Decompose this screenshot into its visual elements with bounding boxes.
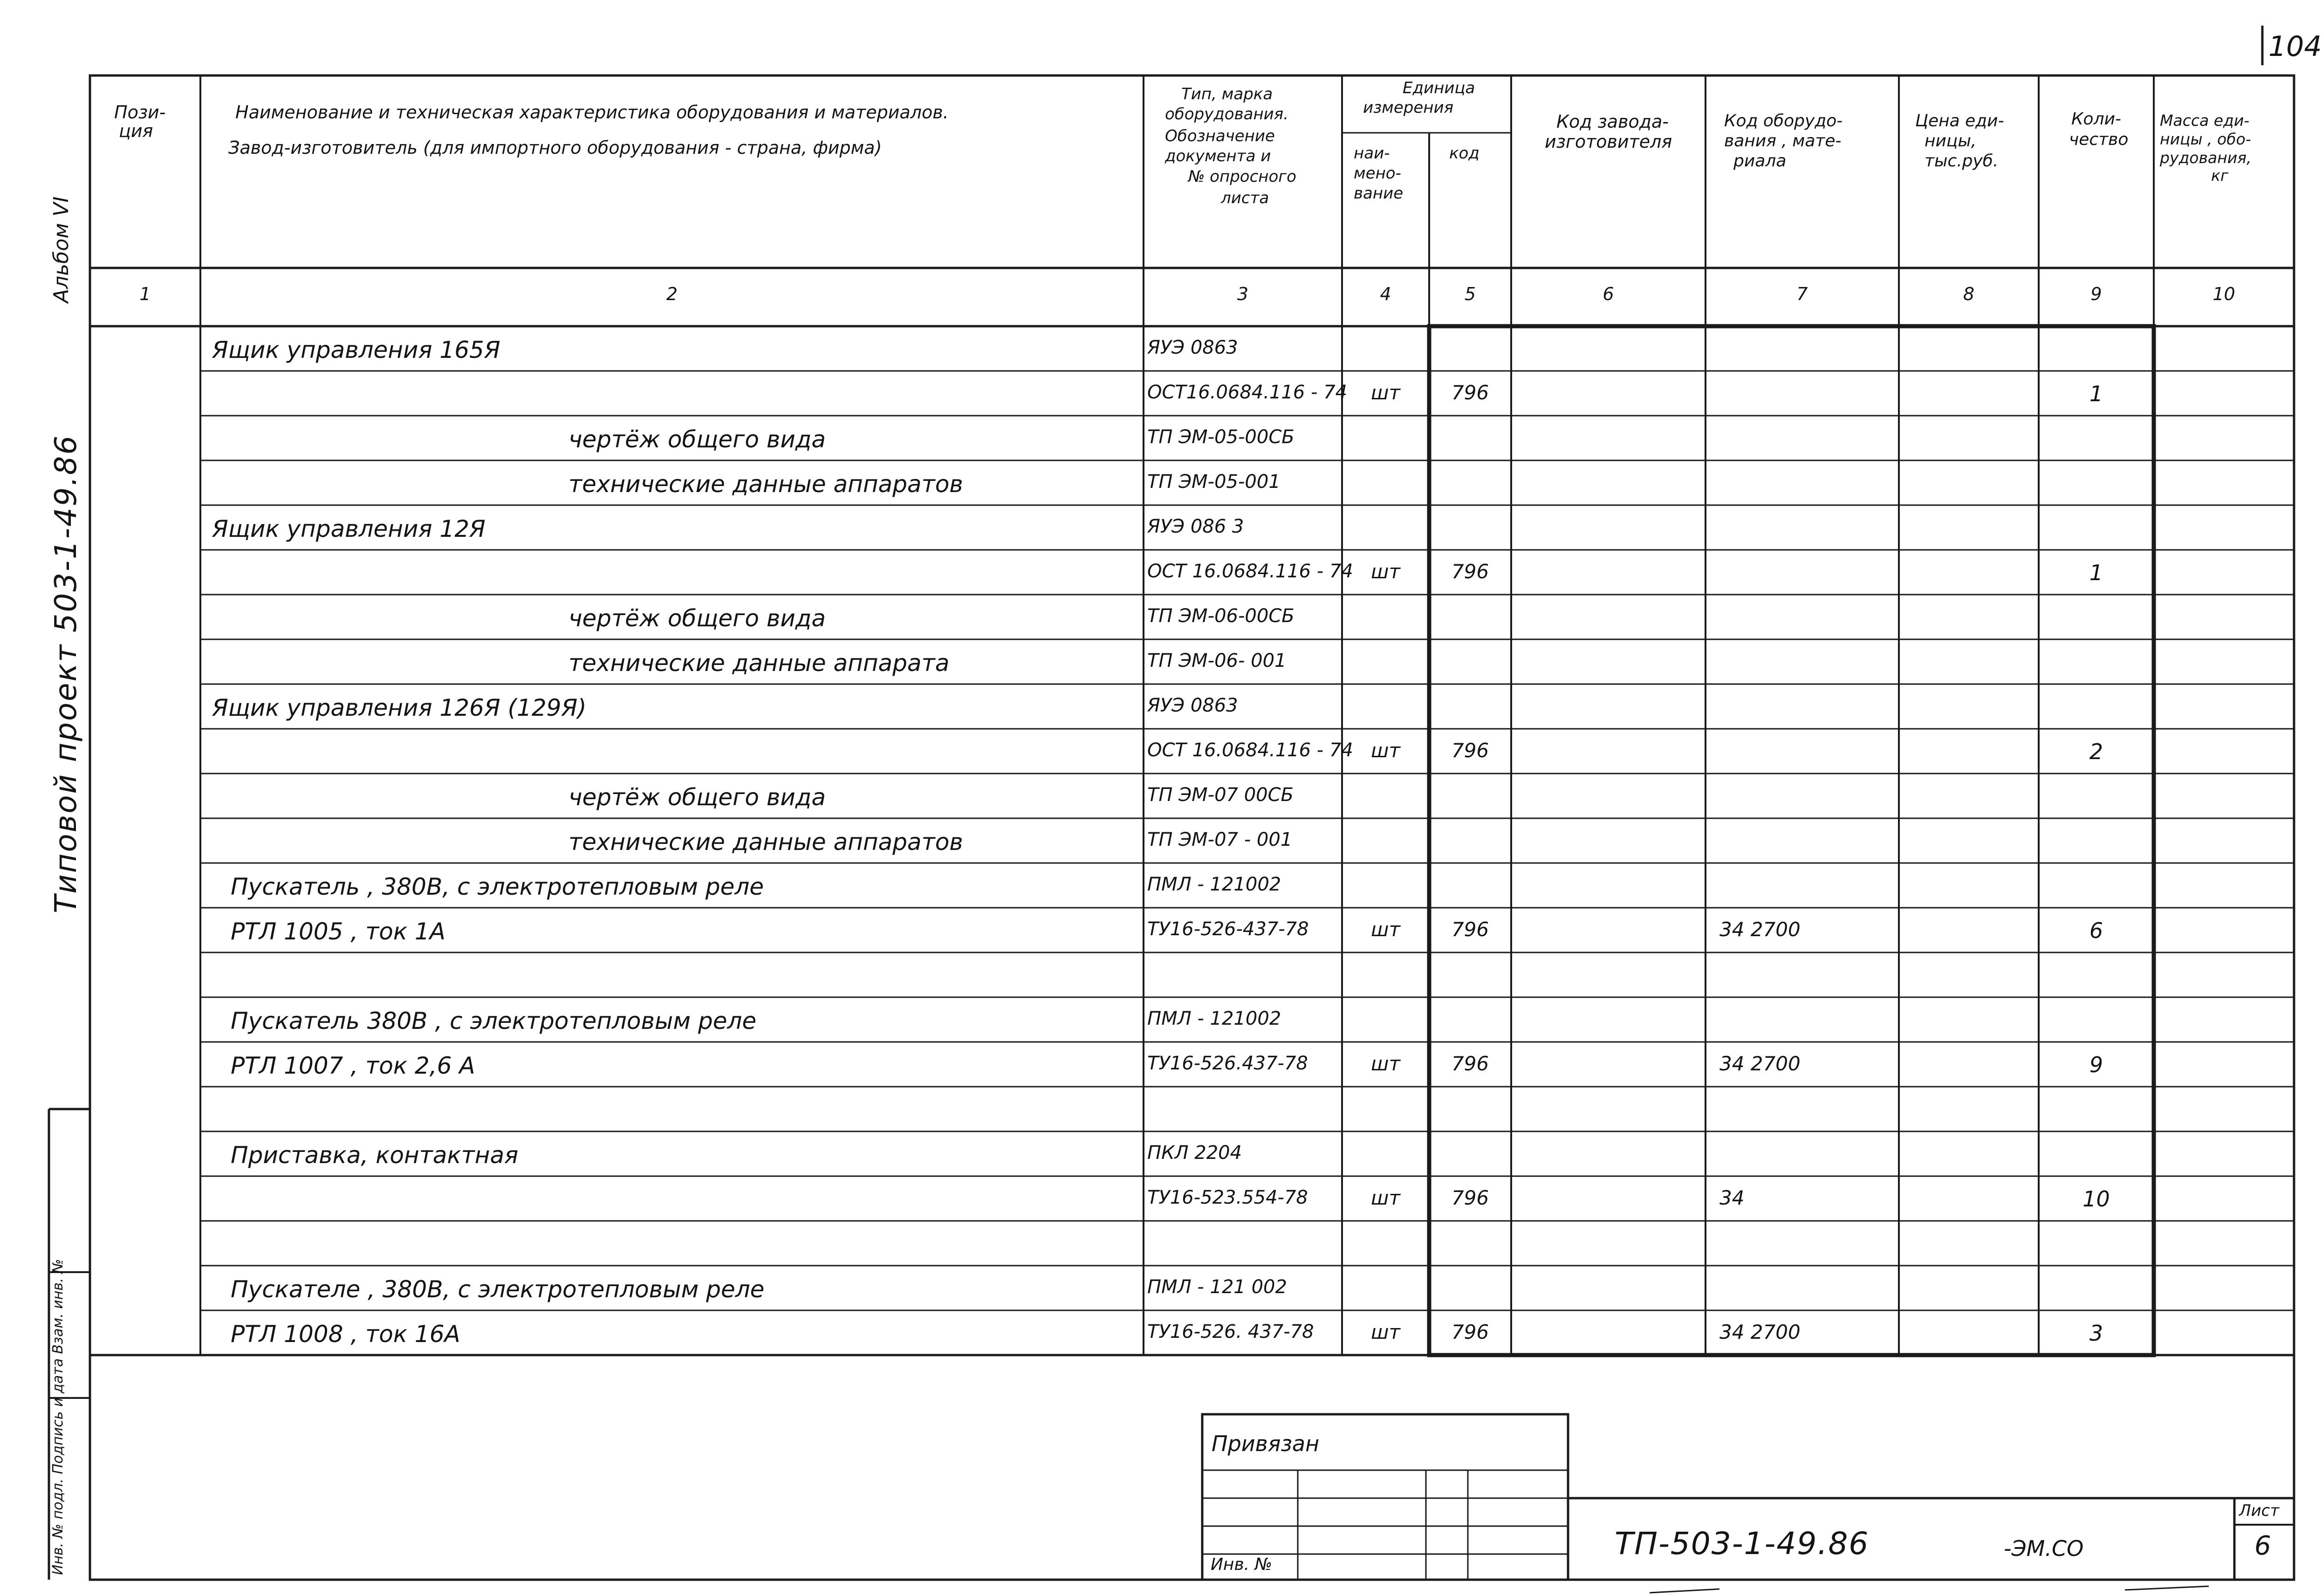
item-name: Пускатель 380В , с электротепловым реле [231,1007,757,1034]
header-name-line2: Завод-изготовитель (для импортного оборудования - страна, фирма) [228,137,882,158]
header-type-line2: оборудования. [1165,105,1289,123]
header-type-line3: Обозначение [1165,127,1275,145]
column-number: 6 [1603,284,1614,304]
item-type: ПМЛ - 121 002 [1147,1276,1287,1298]
column-number: 5 [1464,284,1476,304]
header-type-line6: листа [1221,189,1269,207]
header-type-line1: Тип, марка [1181,85,1273,103]
page-number: 104 [2268,30,2322,63]
item-type: ТП ЭМ-07 00СБ [1147,784,1294,806]
item-unit: шт [1371,1186,1400,1209]
header-mass-line3: рудования, [2160,149,2252,167]
item-type: ПКЛ 2204 [1147,1142,1242,1164]
item-unit: шт [1371,918,1400,941]
header-equipment-code-line3: риала [1733,151,1787,171]
stamp-label: Инв. № подл. Подпись и дата Взам. инв. № [50,1259,66,1575]
document-suffix: -ЭМ.СО [2004,1536,2084,1561]
item-type: ТУ16-526-437-78 [1147,918,1309,940]
item-type: ОСТ 16.0684.116 - 74 [1147,740,1353,761]
header-mass-line4: кг [2211,166,2229,185]
header-unit-line1: Единица [1403,79,1475,97]
table-grid [49,26,2294,1593]
item-quantity: 10 [2082,1186,2110,1212]
item-type: ТП ЭМ-06-00СБ [1147,605,1295,627]
column-number: 7 [1796,284,1808,304]
item-type: ТП ЭМ-06- 001 [1147,650,1287,671]
header-unit-name-line2: мено- [1354,164,1401,183]
item-name: Пускатель , 380В, с электротепловым реле [231,873,764,900]
item-unit-code: 796 [1451,739,1489,762]
item-name: технические данные аппарата [569,650,950,677]
header-price-line3: тыс.руб. [1925,151,1999,171]
item-type: ОСТ 16.0684.116 - 74 [1147,561,1353,582]
item-name: РТЛ 1008 , ток 16А [231,1321,460,1348]
item-type: ТУ16-523.554-78 [1147,1187,1308,1208]
item-unit: шт [1371,1321,1400,1343]
item-unit-code: 796 [1451,918,1489,941]
header-position-line1: Пози- [114,102,166,123]
item-name: Приставка, контактная [231,1142,519,1169]
header-quantity-line2: чество [2069,130,2129,149]
header-price-line2: ницы, [1925,131,1977,151]
item-name: чертёж общего вида [569,426,826,453]
item-name: Пускателе , 380В, с электротепловым реле [231,1276,765,1303]
item-equipment-code: 34 [1719,1186,1745,1209]
item-name: технические данные аппаратов [569,471,963,498]
item-quantity: 3 [2089,1321,2103,1346]
header-name-line1: Наименование и техническая характеристика оборудования и материалов. [235,102,949,123]
header-equipment-code-line1: Код оборудо- [1724,111,1843,130]
item-unit-code: 796 [1451,1052,1489,1075]
header-plant-code-line1: Код завода- [1556,111,1669,132]
item-unit: шт [1371,560,1400,583]
item-equipment-code: 34 2700 [1719,1052,1801,1075]
item-name: РТЛ 1005 , ток 1А [231,918,445,945]
header-plant-code-line2: изготовителя [1545,131,1672,152]
item-quantity: 1 [2089,560,2103,585]
item-unit: шт [1371,739,1400,762]
item-quantity: 2 [2089,739,2103,764]
document-code: ТП-503-1-49.86 [1615,1526,1870,1562]
item-type: ТП ЭМ-05-00СБ [1147,426,1295,448]
column-number: 9 [2090,284,2102,304]
sheet-number-cell: 6 [2254,1531,2271,1561]
item-type: ТП ЭМ-05-001 [1147,471,1281,493]
item-name: Ящик управления 126Я (129Я) [212,694,587,721]
item-type: ОСТ16.0684.116 - 74 [1147,382,1348,403]
header-unit-line2: измерения [1363,98,1454,117]
header-equipment-code-line2: вания , мате- [1724,131,1842,151]
project-label: Типовой проект 503-1-49.86 [49,434,83,913]
item-name: Ящик управления 12Я [212,515,486,542]
item-type: ТП ЭМ-07 - 001 [1147,829,1293,850]
header-mass-line1: Масса еди- [2160,111,2250,130]
header-mass-line2: ницы , обо- [2160,130,2251,148]
item-type: ЯУЭ 0863 [1147,695,1238,716]
header-unit-name-line3: вание [1354,184,1404,203]
sheet-label: Лист [2239,1501,2280,1520]
item-name: чертёж общего вида [569,784,826,811]
privyazan-label: Привязан [1212,1431,1320,1456]
item-name: технические данные аппаратов [569,829,963,856]
album-label: Альбом VI [49,196,73,303]
item-name: Ящик управления 165Я [212,336,500,363]
column-number: 2 [666,284,678,304]
item-equipment-code: 34 2700 [1719,1321,1801,1343]
item-name: РТЛ 1007 , ток 2,6 А [231,1052,475,1079]
item-type: ЯУЭ 086 3 [1147,516,1244,537]
item-type: ПМЛ - 121002 [1147,874,1281,895]
item-type: ЯУЭ 0863 [1147,337,1238,358]
column-number: 10 [2212,284,2235,304]
item-unit-code: 796 [1451,560,1489,583]
item-unit-code: 796 [1451,1186,1489,1209]
column-number: 3 [1237,284,1249,304]
item-type: ТУ16-526. 437-78 [1147,1321,1314,1343]
header-type-line5: № опросного [1188,167,1296,186]
header-unit-name-line1: наи- [1354,144,1390,163]
item-type: ТУ16-526.437-78 [1147,1053,1308,1074]
item-unit: шт [1371,1052,1400,1075]
item-unit: шт [1371,381,1400,404]
item-unit-code: 796 [1451,381,1489,404]
header-unit-code: код [1449,144,1480,163]
inventory-number-label: Инв. № [1211,1555,1273,1574]
header-position-line2: ция [119,121,153,141]
column-number: 1 [139,284,151,304]
column-number: 8 [1963,284,1975,304]
header-type-line4: документа и [1165,147,1271,165]
item-name: чертёж общего вида [569,605,826,632]
item-equipment-code: 34 2700 [1719,918,1801,941]
header-price-line1: Цена еди- [1915,111,2004,130]
item-unit-code: 796 [1451,1321,1489,1343]
header-quantity-line1: Коли- [2071,110,2121,129]
item-quantity: 6 [2089,918,2103,943]
column-number: 4 [1380,284,1391,304]
item-quantity: 1 [2089,381,2103,406]
item-quantity: 9 [2089,1052,2103,1077]
item-type: ПМЛ - 121002 [1147,1008,1281,1029]
